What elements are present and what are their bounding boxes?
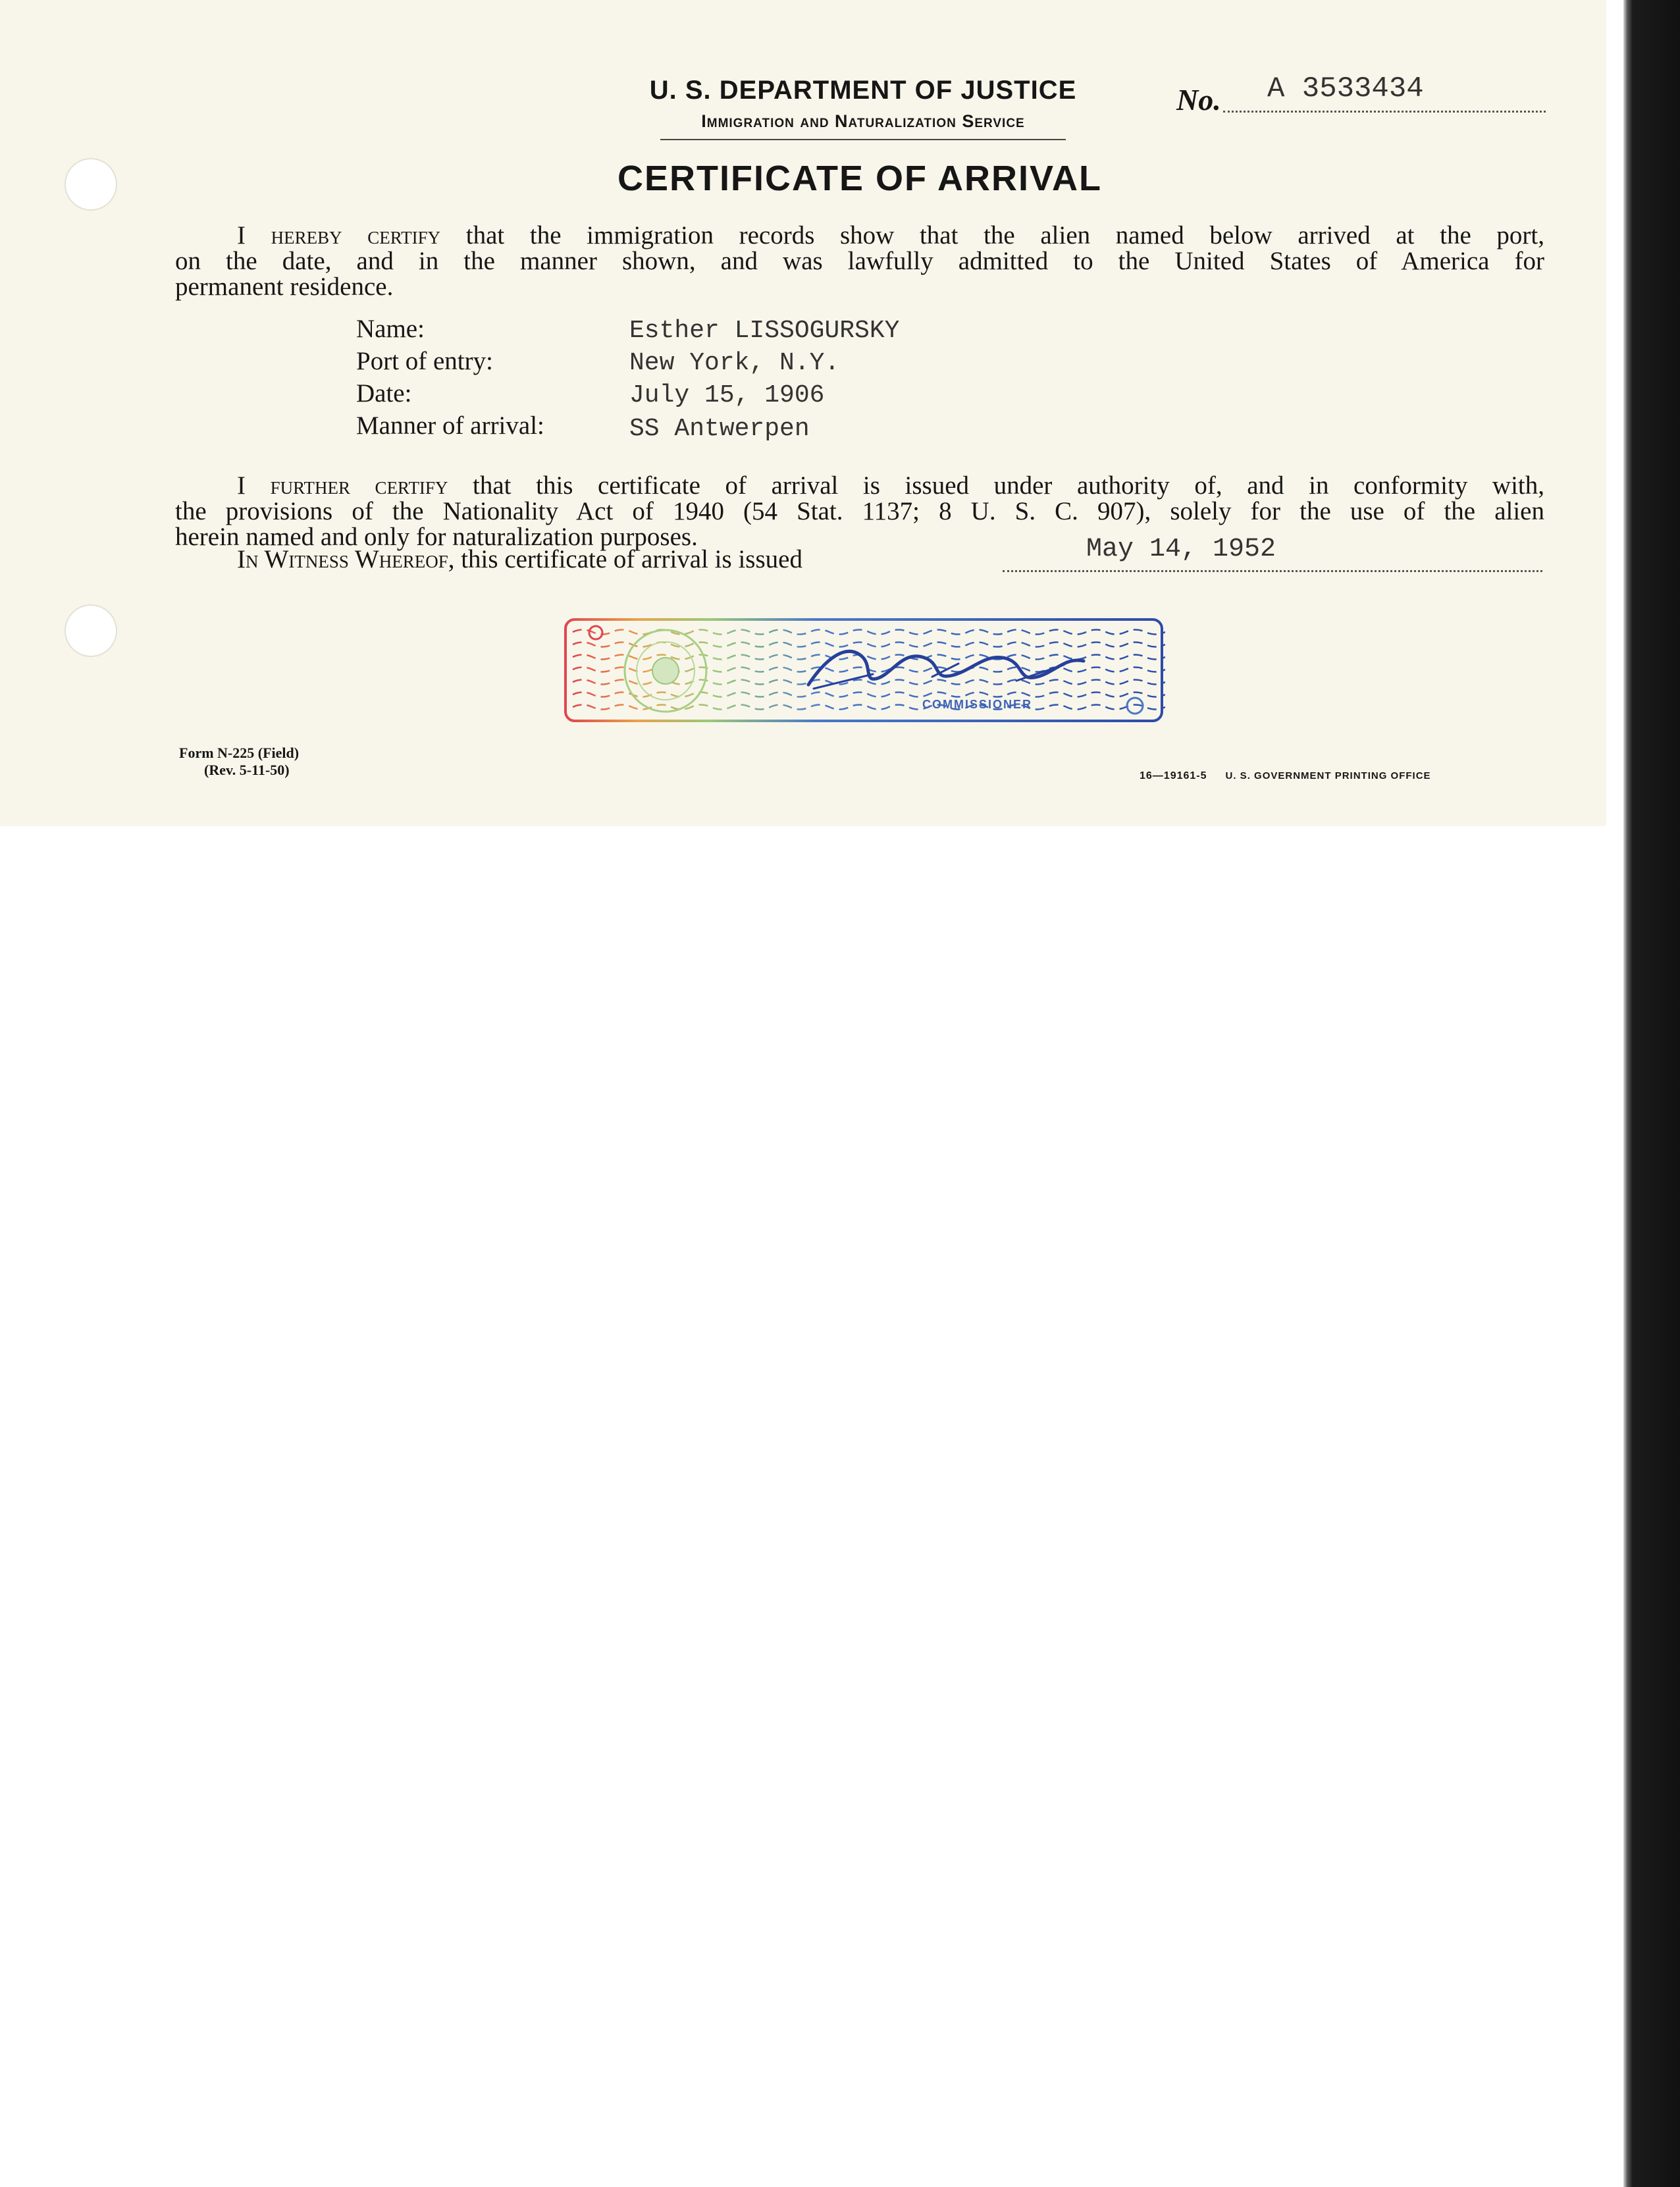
number-dotted-line xyxy=(1223,111,1546,113)
seal-corner-mark xyxy=(589,626,602,639)
date-value: July 15, 1906 xyxy=(629,381,825,409)
manner-of-arrival-value: SS Antwerpen xyxy=(629,415,810,443)
further-line-2: the provisions of the Nationality Act of 1940 (54 Stat. 1137; 8 U. S. C. 907), solely for the use of the alien xyxy=(175,497,1544,525)
witness-dotted-line xyxy=(1003,570,1542,572)
port-of-entry-label: Port of entry: xyxy=(356,347,493,375)
seal-graphic xyxy=(564,618,1165,724)
number-label: No. xyxy=(1176,83,1221,117)
name-label: Name: xyxy=(356,315,425,343)
certify-line-3: permanent residence. xyxy=(175,273,394,301)
form-number: Form N-225 (Field) xyxy=(179,745,300,761)
heading-rule xyxy=(660,139,1066,140)
manner-of-arrival-label: Manner of arrival: xyxy=(356,411,544,440)
print-code: 16—19161-5 xyxy=(1140,770,1207,781)
certify-line-1: that the immigration records show that the alien named below arrived at the port, xyxy=(440,221,1544,250)
seal-wave-line xyxy=(573,705,1165,710)
further-line-3: herein named and only for naturalization purposes. xyxy=(175,523,698,551)
date-label: Date: xyxy=(356,379,412,408)
certify-paragraph xyxy=(175,223,1544,300)
further-line-1: that this certificate of arrival is issued under authority of, and in conformity with, xyxy=(448,471,1544,500)
certificate-number: A 3533434 xyxy=(1267,72,1424,105)
service-heading: Immigration and Naturalization Service xyxy=(701,111,1025,131)
seal-wave-line xyxy=(573,643,1165,647)
issue-date: May 14, 1952 xyxy=(1086,535,1276,564)
scanner-edge xyxy=(1623,0,1680,2187)
commissioner-seal-stamp xyxy=(564,618,1165,724)
seal-emblem-center xyxy=(652,658,679,684)
seal-caption: COMMISSIONER xyxy=(922,698,1033,711)
further-certify-paragraph xyxy=(175,473,1544,550)
printer-line xyxy=(1140,770,1431,782)
certificate-paper xyxy=(0,0,1606,826)
certify-line-2: on the date, and in the manner shown, and was lawfully admitted to the United States of America for xyxy=(175,247,1544,275)
witness-rest: , this certificate of arrival is issued xyxy=(448,545,802,573)
department-heading: U. S. DEPARTMENT OF JUSTICE xyxy=(649,76,1077,105)
seal-wave-line xyxy=(573,693,1165,697)
punch-hole xyxy=(65,158,117,211)
port-of-entry-value: New York, N.Y. xyxy=(629,349,840,377)
witness-statement xyxy=(237,544,802,574)
form-revision: (Rev. 5-11-50) xyxy=(204,762,290,778)
punch-hole xyxy=(65,604,117,657)
witness-lead: In Witness Whereof xyxy=(237,545,448,573)
certify-lead: I hereby certify xyxy=(237,221,441,250)
document-title: CERTIFICATE OF ARRIVAL xyxy=(617,159,1102,198)
paragraph-line xyxy=(175,473,1544,498)
further-lead: I further certify xyxy=(237,471,448,500)
paragraph-line xyxy=(175,223,1544,248)
name-value: Esther LISSOGURSKY xyxy=(629,317,900,345)
printer-name: U. S. GOVERNMENT PRINTING OFFICE xyxy=(1225,770,1431,781)
